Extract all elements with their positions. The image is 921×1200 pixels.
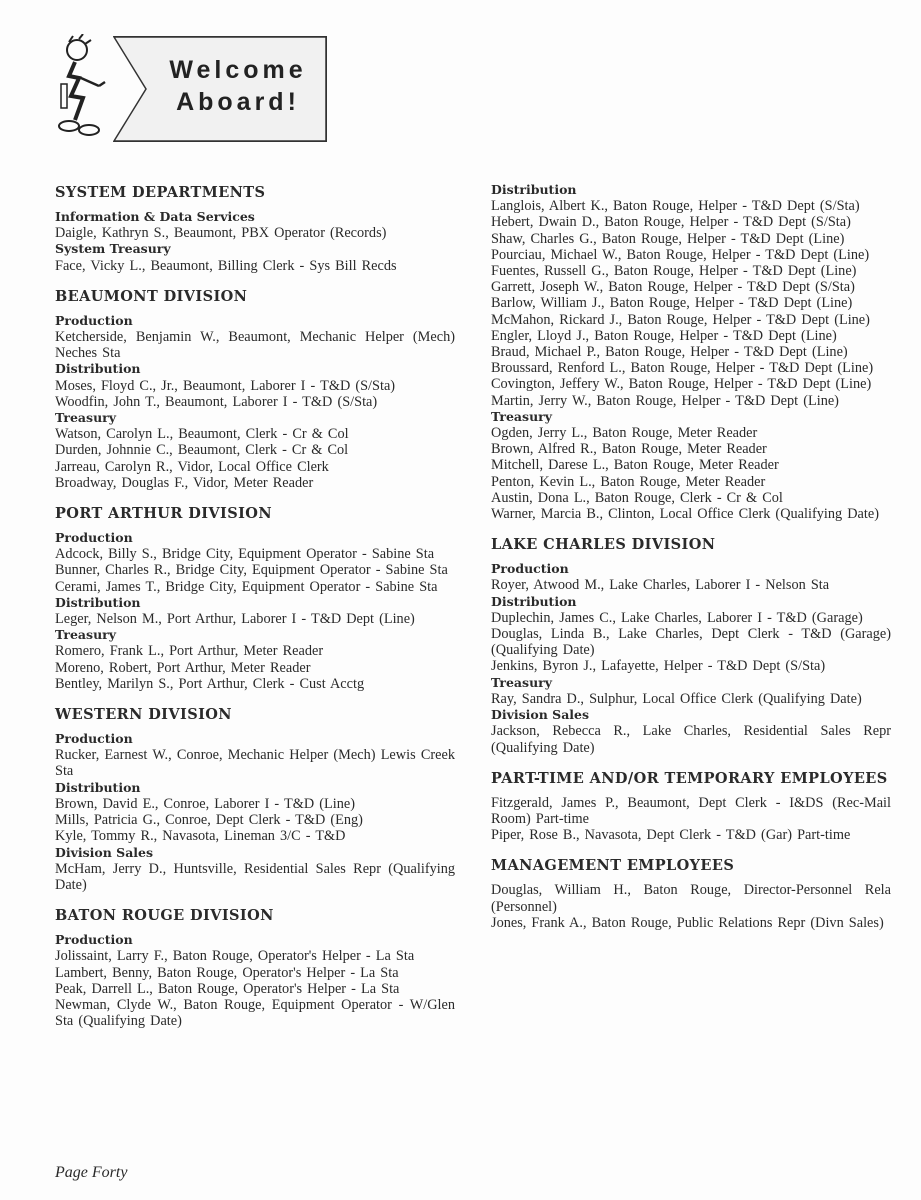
employee-entry: Leger, Nelson M., Port Arthur, Laborer I - T&D Dept (Line) — [55, 611, 415, 628]
employee-entry: Ray, Sandra D., Sulphur, Local Office Clerk (Qualifying Date) — [491, 690, 862, 707]
banner-title-line1: Welcome — [169, 56, 307, 84]
employee-entry: Penton, Kevin L., Baton Rouge, Meter Reader — [491, 473, 766, 490]
employee-entry: Pourciau, Michael W., Baton Rouge, Helper - T&D Dept (Line) — [491, 246, 870, 263]
employee-entry: Fuentes, Russell G., Baton Rouge, Helper - T&D Dept (Line) — [491, 263, 857, 280]
employee-entry: Bentley, Marilyn S., Port Arthur, Clerk - Cust Acctg — [55, 675, 365, 692]
subsection-heading: Production — [55, 530, 133, 546]
employee-entry: Broadway, Douglas F., Vidor, Meter Reader — [55, 474, 314, 491]
employee-entry: Durden, Johnnie C., Beaumont, Clerk - Cr & Col — [55, 442, 349, 459]
employee-entry: Barlow, William J., Baton Rouge, Helper - T&D Dept (Line) — [491, 295, 853, 312]
employee-entry: Hebert, Dwain D., Baton Rouge, Helper - T&D Dept (S/Sta) — [491, 214, 851, 231]
employee-entry: Rucker, Earnest W., Conroe, Mechanic Helper (Mech) Lewis Creek Sta — [55, 747, 455, 780]
section-heading: BEAUMONT DIVISION — [55, 287, 248, 305]
subsection-heading: Distribution — [55, 594, 141, 610]
subsection-heading: Distribution — [55, 361, 141, 377]
employee-entry: McHam, Jerry D., Huntsville, Residential Sales Repr (Qualifying Date) — [55, 860, 455, 893]
subsection-heading: Treasury — [491, 408, 553, 424]
employee-entry: Engler, Lloyd J., Baton Rouge, Helper - T&D Dept (Line) — [491, 327, 837, 344]
employee-entry: Ogden, Jerry L., Baton Rouge, Meter Reader — [491, 425, 758, 442]
employee-entry: Broussard, Renford L., Baton Rouge, Helper - T&D Dept (Line) — [491, 360, 874, 377]
employee-entry: Mitchell, Darese L., Baton Rouge, Meter Reader — [491, 457, 779, 474]
employee-entry: Cerami, James T., Bridge City, Equipment Operator - Sabine Sta — [55, 578, 438, 595]
page-number: Page Forty — [55, 1164, 128, 1181]
employee-entry: Braud, Michael P., Baton Rouge, Helper - T&D Dept (Line) — [491, 344, 848, 361]
employee-entry: Austin, Dona L., Baton Rouge, Clerk - Cr & Col — [491, 489, 783, 506]
subsection-heading: Treasury — [55, 627, 117, 643]
section-heading: PORT ARTHUR DIVISION — [55, 505, 272, 523]
employee-entry: Piper, Rose B., Navasota, Dept Clerk - T&D (Gar) Part-time — [491, 827, 851, 844]
employee-entry: Jenkins, Byron J., Lafayette, Helper - T&D Dept (S/Sta) — [491, 658, 826, 675]
subsection-heading: Division Sales — [491, 707, 590, 723]
employee-entry: Martin, Jerry W., Baton Rouge, Helper - T&D Dept (Line) — [491, 392, 839, 409]
employee-entry: Adcock, Billy S., Bridge City, Equipment Operator - Sabine Sta — [55, 546, 435, 563]
subsection-heading: Treasury — [491, 674, 553, 690]
employee-entry: Face, Vicky L., Beaumont, Billing Clerk - Sys Bill Recds — [55, 257, 397, 274]
employee-entry: Kyle, Tommy R., Navasota, Lineman 3/C - T&D — [55, 828, 346, 845]
employee-entry: Brown, Alfred R., Baton Rouge, Meter Reader — [491, 441, 767, 458]
subsection-heading: Division Sales — [55, 844, 154, 860]
employee-entry: Woodfin, John T., Beaumont, Laborer I - T&D (S/Sta) — [55, 393, 378, 410]
reddy-kilowatt-mascot-icon — [55, 34, 115, 144]
employee-entry: Bunner, Charles R., Bridge City, Equipment Operator - Sabine Sta — [55, 562, 448, 579]
employee-entry: Daigle, Kathryn S., Beaumont, PBX Operator (Records) — [55, 225, 387, 242]
employee-entry: Langlois, Albert K., Baton Rouge, Helper - T&D Dept (S/Sta) — [491, 198, 860, 215]
subsection-heading: Production — [55, 312, 133, 328]
employee-entry: Warner, Marcia B., Clinton, Local Office Clerk (Qualifying Date) — [491, 506, 879, 523]
employee-entry: Jones, Frank A., Baton Rouge, Public Relations Repr (Divn Sales) — [491, 914, 884, 931]
subsection-heading: Information & Data Services — [55, 209, 255, 224]
subsection-heading: Treasury — [55, 410, 117, 426]
employee-entry: Lambert, Benny, Baton Rouge, Operator's Helper - La Sta — [55, 964, 399, 981]
employee-entry: Shaw, Charles G., Baton Rouge, Helper - T&D Dept (Line) — [491, 230, 845, 247]
section-heading: WESTERN DIVISION — [55, 706, 232, 724]
left-column — [55, 184, 455, 1029]
employee-entry: Romero, Frank L., Port Arthur, Meter Reader — [55, 643, 324, 660]
employee-entry: Jarreau, Carolyn R., Vidor, Local Office Clerk — [55, 458, 329, 475]
right-column — [491, 182, 891, 931]
employee-entry: Duplechin, James C., Lake Charles, Laborer I - T&D (Garage) — [491, 609, 863, 626]
subsection-heading: Production — [55, 932, 133, 948]
employee-entry: Peak, Darrell L., Baton Rouge, Operator's Helper - La Sta — [55, 980, 400, 997]
subsection-heading: Distribution — [55, 779, 141, 795]
employee-entry: Moses, Floyd C., Jr., Beaumont, Laborer I - T&D (S/Sta) — [55, 377, 396, 394]
employee-entry: Newman, Clyde W., Baton Rouge, Equipment Operator - W/Glen Sta (Qualifying Date) — [55, 996, 455, 1030]
employee-entry: Fitzgerald, James P., Beaumont, Dept Clerk - I&DS (Rec-Mail Room) Part-time — [491, 794, 891, 827]
employee-entry: Douglas, Linda B., Lake Charles, Dept Clerk - T&D (Garage) (Qualifying Date) — [491, 626, 891, 659]
subsection-heading: Production — [55, 731, 133, 747]
employee-entry: Jolissaint, Larry F., Baton Rouge, Operator's Helper - La Sta — [55, 948, 415, 965]
employee-entry: Covington, Jeffery W., Baton Rouge, Helper - T&D Dept (Line) — [491, 376, 872, 393]
employee-entry: Douglas, William H., Baton Rouge, Director-Personnel Rela (Personnel) — [491, 882, 891, 915]
employee-entry: McMahon, Rickard J., Baton Rouge, Helper - T&D Dept (Line) — [491, 311, 870, 328]
section-heading: PART-TIME AND/OR TEMPORARY EMPLOYEES — [491, 769, 888, 787]
employee-entry: Jackson, Rebecca R., Lake Charles, Residential Sales Repr (Qualifying Date) — [491, 723, 891, 756]
section-heading: SYSTEM DEPARTMENTS — [55, 184, 266, 201]
employee-entry: Moreno, Robert, Port Arthur, Meter Reader — [55, 659, 311, 676]
subsection-heading: Distribution — [491, 182, 577, 197]
welcome-banner — [55, 34, 327, 146]
employee-entry: Garrett, Joseph W., Baton Rouge, Helper - T&D Dept (S/Sta) — [491, 279, 855, 296]
section-heading: LAKE CHARLES DIVISION — [491, 536, 716, 554]
banner-title-line2: Aboard! — [176, 88, 300, 116]
employee-entry: Brown, David E., Conroe, Laborer I - T&D (Line) — [55, 795, 355, 812]
section-heading: MANAGEMENT EMPLOYEES — [491, 857, 735, 875]
section-heading: BATON ROUGE DIVISION — [55, 907, 274, 925]
employee-entry: Mills, Patricia G., Conroe, Dept Clerk - T&D (Eng) — [55, 812, 363, 829]
employee-entry: Royer, Atwood M., Lake Charles, Laborer I - Nelson Sta — [491, 577, 830, 594]
employee-entry: Watson, Carolyn L., Beaumont, Clerk - Cr & Col — [55, 426, 349, 443]
banner-title — [153, 54, 323, 118]
employee-entry: Ketcherside, Benjamin W., Beaumont, Mechanic Helper (Mech) Neches Sta — [55, 329, 455, 362]
subsection-heading: System Treasury — [55, 241, 171, 257]
subsection-heading: Production — [491, 561, 569, 577]
subsection-heading: Distribution — [491, 593, 577, 609]
